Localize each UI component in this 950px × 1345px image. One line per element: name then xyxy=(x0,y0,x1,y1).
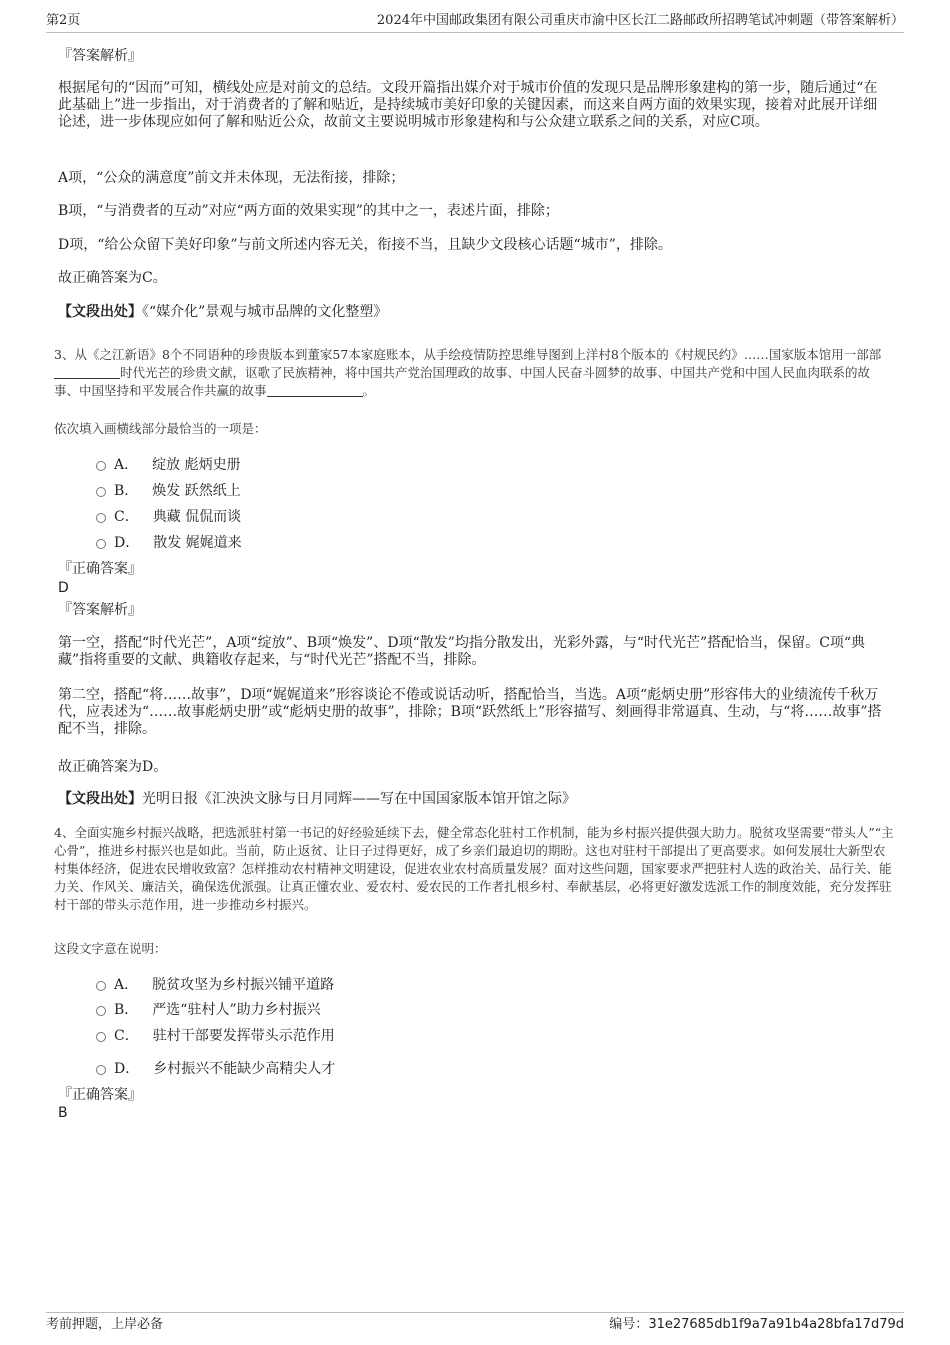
q3-correct-label: 『正确答案』 xyxy=(58,561,142,577)
page-number: 第2页 xyxy=(46,13,81,28)
radio-icon[interactable] xyxy=(96,487,106,497)
document-title: 2024年中国邮政集团有限公司重庆市渝中区长江二路邮政所招聘笔试冲刺题（带答案解析） xyxy=(376,13,904,28)
q3-stem-end: 。 xyxy=(362,383,376,398)
q2-analysis-label: 『答案解析』 xyxy=(58,48,142,64)
page-header xyxy=(46,12,904,33)
radio-icon[interactable] xyxy=(96,461,106,471)
q3-option-d-letter: D． xyxy=(114,535,140,551)
q2-analysis-para1: 根据尾句的“因而”可知，横线处应是对前文的总结。文段开篇指出媒介对于城市价值的发现只是品牌形象建构的第一步，随后通过“在此基础上”进一步指出，对于消费者的了解和贴近，是持续城市美好印象的关键因素，而这来自两方面的效果实现，接着对此展开详细论述，进一步体现应如何了解和贴近公众，故前文主要说明城市形象建构和与公众建立联系之间的关系，对应C项。 xyxy=(58,80,878,130)
q4-option-c-letter: C． xyxy=(114,1028,139,1044)
q4-option-c[interactable] xyxy=(96,1027,335,1045)
q4-correct-label: 『正确答案』 xyxy=(58,1087,142,1103)
q4-option-a-text: 脱贫攻坚为乡村振兴铺平道路 xyxy=(152,977,335,993)
radio-icon[interactable] xyxy=(96,513,106,523)
q3-option-a[interactable] xyxy=(96,456,241,474)
q3-answer-line: 故正确答案为D。 xyxy=(58,759,168,775)
radio-icon[interactable] xyxy=(96,1065,106,1075)
q4-option-d[interactable] xyxy=(96,1060,335,1078)
q2-analysis-option-d: D项，“给公众留下美好印象”与前文所述内容无关，衔接不当，且缺少文段核心话题“城市”，排除。 xyxy=(58,237,672,253)
q4-option-c-text: 驻村干部要发挥带头示范作用 xyxy=(152,1028,335,1044)
footer-slogan: 考前押题，上岸必备 xyxy=(46,1317,164,1332)
q4-correct-answer: B xyxy=(58,1105,68,1121)
q3-option-c[interactable] xyxy=(96,508,241,526)
q3-option-a-letter: A． xyxy=(114,457,139,473)
q2-analysis-option-b: B项，“与消费者的互动”对应“两方面的效果实现”的其中之一，表述片面，排除； xyxy=(58,203,559,219)
q3-analysis-label: 『答案解析』 xyxy=(58,602,142,618)
q3-source-label: 【文段出处】 xyxy=(58,791,142,807)
q4-option-a-letter: A． xyxy=(114,977,139,993)
q4-option-b[interactable] xyxy=(96,1001,321,1019)
q3-source xyxy=(58,791,888,808)
q3-stem-part1: 3、从《之江新语》8个不同语种的珍贵版本到董家57本家庭账本，从手绘疫情防控思维导图到上洋村8个版本的《村规民约》……国家版本馆用一部部 xyxy=(54,347,882,362)
q3-prompt: 依次填入画横线部分最恰当的一项是： xyxy=(54,421,267,436)
document-code-value: 31e27685db1f9a7a91b4a28bfa17d79d xyxy=(648,1317,904,1332)
q4-option-d-letter: D． xyxy=(114,1061,140,1077)
q3-option-c-text: 典藏 侃侃而谈 xyxy=(152,509,242,525)
q2-analysis-option-a: A项，“公众的满意度”前文并未体现，无法衔接，排除； xyxy=(58,170,405,186)
q3-option-b[interactable] xyxy=(96,482,241,500)
document-code xyxy=(609,1316,904,1334)
q4-option-b-text: 严选“驻村人”助力乡村振兴 xyxy=(152,1002,321,1018)
radio-icon[interactable] xyxy=(96,1006,106,1016)
q3-option-a-text: 绽放 彪炳史册 xyxy=(152,457,241,473)
document-code-label: 编号： xyxy=(609,1317,649,1332)
q4-stem: 4、全面实施乡村振兴战略，把选派驻村第一书记的好经验延续下去，健全常态化驻村工作机制，能为乡村振兴提供强大助力。脱贫攻坚需要“带头人”“主心骨”，推进乡村振兴也是如此。当前，防止返贫、让日子过得更好，成了乡亲们最迫切的期盼。这也对驻村干部提出了更高要求。如何发展壮大新型农村集体经济，促进农民增收致富？怎样推动农村精神文明建设，促进农业农村高质量发展？面对这些问题，国家要求严把驻村人选的政治关、品行关、能力关、作风关、廉洁关，确保选优派强。让真正懂农业、爱农村、爱农民的工作者扎根乡村、奉献基层，必将更好激发选派工作的制度效能，充分发挥驻村干部的带头示范作用，进一步推动乡村振兴。 xyxy=(54,825,894,912)
q2-source-label: 【文段出处】 xyxy=(58,304,142,320)
q4-option-d-text: 乡村振兴不能缺少高精尖人才 xyxy=(153,1061,336,1077)
q3-source-text: 光明日报《汇泱泱文脉与日月同辉——写在中国国家版本馆开馆之际》 xyxy=(142,791,576,807)
q3-stem-part2: 时代光芒的珍贵文献，讴歌了民族精神，将中国共产党治国理政的故事、中国人民奋斗圆梦的故事、中国共产党和中国人民血肉联系的故事、中国坚持和平发展合作共赢的故事 xyxy=(54,365,871,398)
q3-analysis-para1: 第一空，搭配“时代光芒”，A项“绽放”、B项“焕发”、D项“散发”均指分散发出，光彩外露，与“时代光芒”搭配恰当，保留。C项“典藏”指将重要的文献、典籍收存起来，与“时代光芒”搭配不当，排除。 xyxy=(58,635,866,668)
page-footer xyxy=(46,1312,904,1332)
q2-source-text: 《“媒介化”景观与城市品牌的文化整塑》 xyxy=(142,304,388,320)
q3-blank-2 xyxy=(267,384,363,397)
q3-stem xyxy=(54,346,894,400)
q3-correct-answer: D xyxy=(58,580,69,596)
q3-option-d[interactable] xyxy=(96,534,242,552)
radio-icon[interactable] xyxy=(96,981,106,991)
q3-option-d-text: 散发 娓娓道来 xyxy=(153,535,242,551)
q4-prompt: 这段文字意在说明： xyxy=(54,941,167,956)
q3-blank-1 xyxy=(54,366,120,379)
radio-icon[interactable] xyxy=(96,1032,106,1042)
q4-option-b-letter: B． xyxy=(114,1002,139,1018)
q3-analysis-para2: 第二空，搭配“将……故事”，D项“娓娓道来”形容谈论不倦或说话动听，搭配恰当，当选。A项“彪炳史册”形容伟大的业绩流传千秋万代，应表述为“……故事彪炳史册”或“彪炳史册的故事”，排除；B项“跃然纸上”形容描写、刻画得非常逼真、生动，与“将……故事”搭配不当，排除。 xyxy=(58,687,882,737)
radio-icon[interactable] xyxy=(96,539,106,549)
q4-option-a[interactable] xyxy=(96,976,334,994)
q2-source xyxy=(58,304,888,321)
q3-option-b-text: 焕发 跃然纸上 xyxy=(152,483,241,499)
q3-option-b-letter: B． xyxy=(114,483,139,499)
q2-answer-line: 故正确答案为C。 xyxy=(58,270,167,286)
q3-option-c-letter: C． xyxy=(114,509,139,525)
